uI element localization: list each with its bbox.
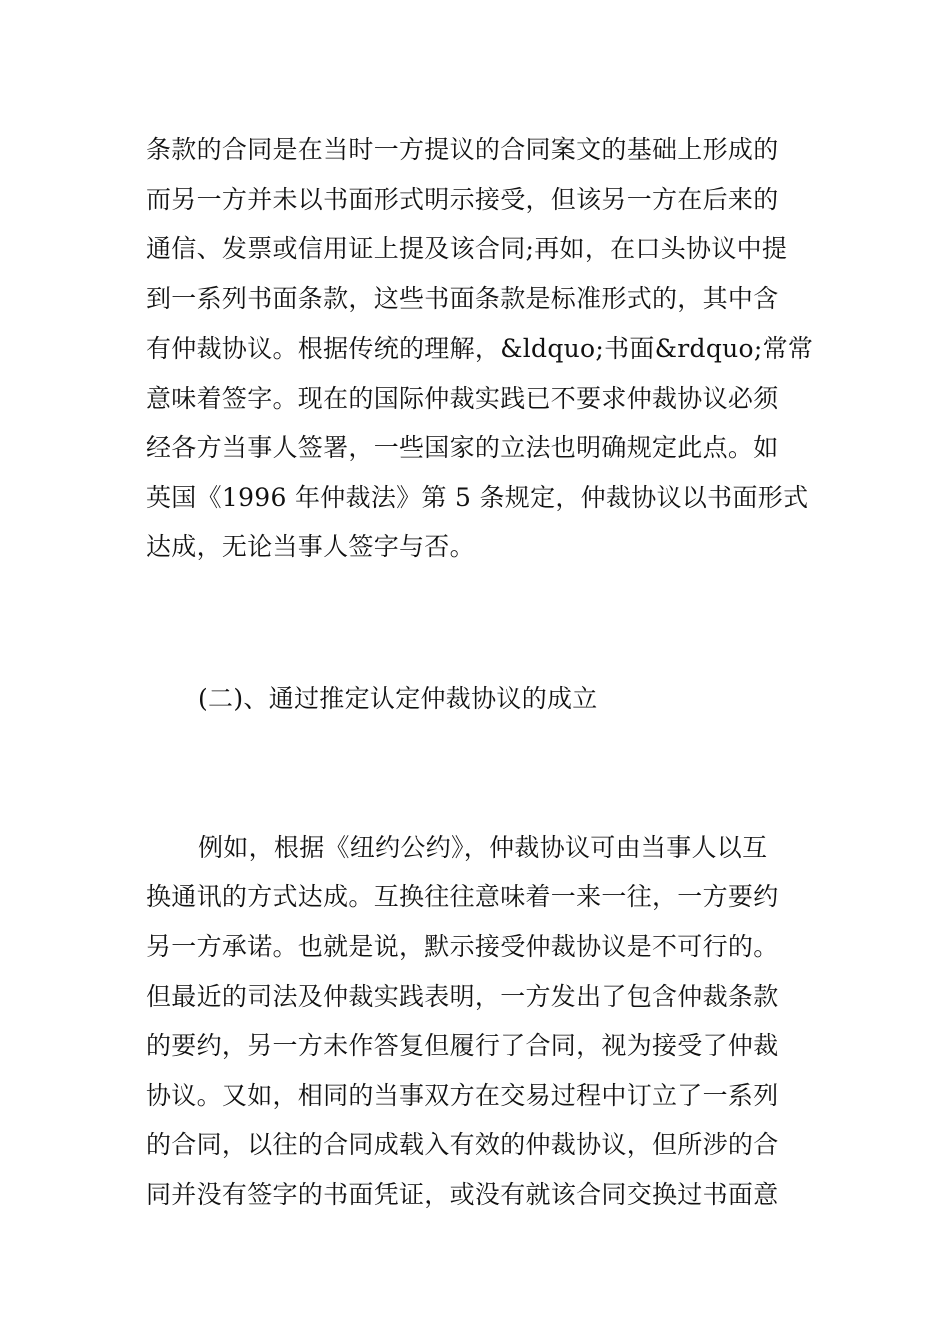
paragraph-line: 到一系列书面条款，这些书面条款是标准形式的，其中含 — [146, 284, 779, 313]
paragraph-line: 但最近的司法及仲裁实践表明，一方发出了包含仲裁条款 — [146, 982, 779, 1011]
paragraph-line: 达成，无论当事人签字与否。 — [146, 532, 475, 561]
paragraph-line: 的要约，另一方未作答复但履行了合同，视为接受了仲裁 — [146, 1031, 779, 1060]
paragraph-line: 换通讯的方式达成。互换往往意味着一来一往，一方要约 — [146, 882, 779, 911]
paragraph-line: 例如，根据《纽约公约》，仲裁协议可由当事人以互 — [198, 833, 768, 862]
paragraph-line: 经各方当事人签署，一些国家的立法也明确规定此点。如 — [146, 433, 779, 462]
paragraph-line: 而另一方并未以书面形式明示接受，但该另一方在后来的 — [146, 185, 779, 214]
paragraph-line: 另一方承诺。也就是说，默示接受仲裁协议是不可行的。 — [146, 932, 779, 961]
paragraph-line: 的合同，以往的合同成载入有效的仲裁协议，但所涉的合 — [146, 1130, 779, 1159]
section-heading: (二)、通过推定认定仲裁协议的成立 — [198, 684, 598, 713]
paragraph-line: 协议。又如，相同的当事双方在交易过程中订立了一系列 — [146, 1081, 779, 1110]
paragraph-line: 英国《1996 年仲裁法》第 5 条规定，仲裁协议以书面形式 — [146, 483, 809, 512]
paragraph-line: 同并没有签字的书面凭证，或没有就该合同交换过书面意 — [146, 1180, 779, 1209]
paragraph-line: 通信、发票或信用证上提及该合同;再如，在口头协议中提 — [146, 234, 788, 263]
paragraph-line: 条款的合同是在当时一方提议的合同案文的基础上形成的 — [146, 135, 779, 164]
paragraph-line: 意味着签字。现在的国际仲裁实践已不要求仲裁协议必须 — [146, 384, 779, 413]
paragraph-line: 有仲裁协议。根据传统的理解，&ldquo;书面&rdquo;常常 — [146, 334, 814, 363]
